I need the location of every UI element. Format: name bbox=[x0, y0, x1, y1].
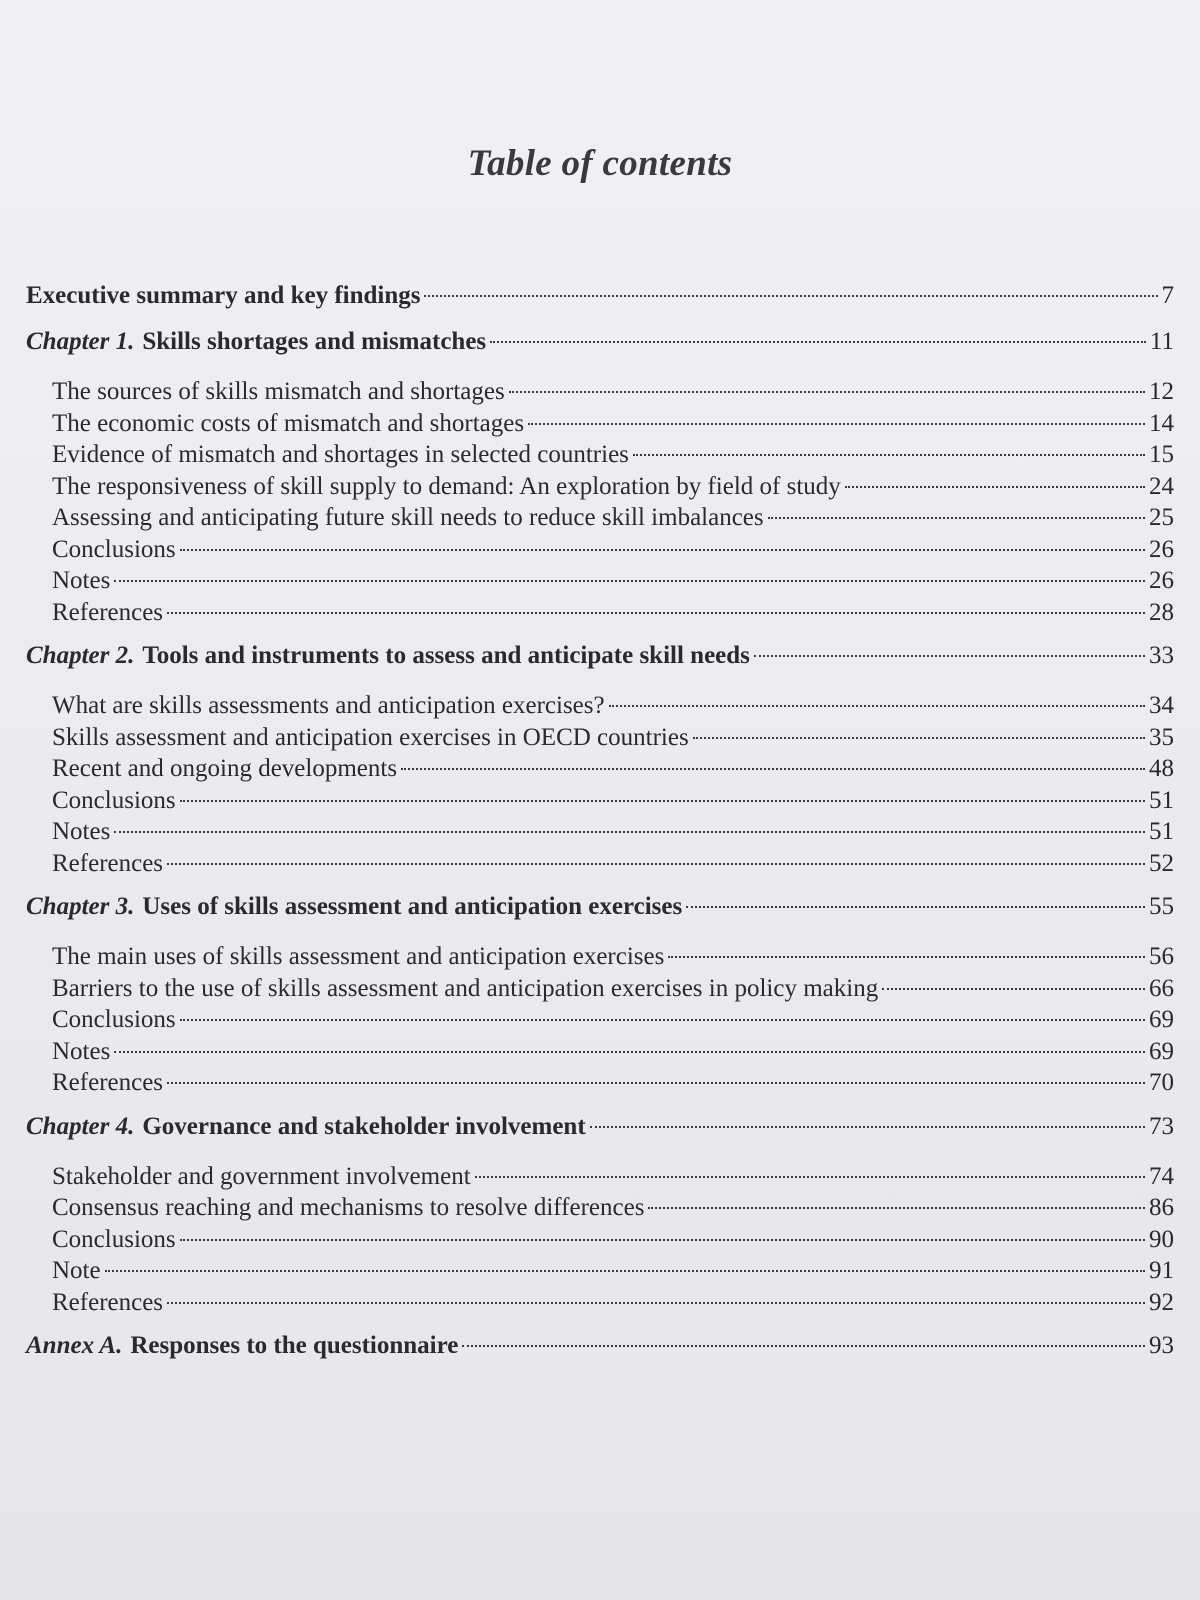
dot-leader bbox=[490, 316, 1146, 343]
dot-leader bbox=[167, 587, 1145, 614]
toc-entry-label: Conclusions bbox=[52, 535, 176, 563]
dot-leader bbox=[693, 712, 1145, 739]
toc-page-number: 69 bbox=[1149, 1037, 1174, 1065]
toc-page-number: 56 bbox=[1149, 943, 1174, 970]
toc-page-number: 73 bbox=[1149, 1112, 1174, 1140]
toc-entry-title bbox=[52, 567, 110, 595]
toc-page-number: 24 bbox=[1149, 472, 1174, 500]
toc-section-entry bbox=[26, 1283, 1174, 1315]
toc-chapter-entry bbox=[26, 887, 1174, 933]
toc-chapter-number: Chapter 3. bbox=[26, 893, 135, 920]
toc-entry-label: Consensus reaching and mechanisms to resolve differences bbox=[52, 1194, 645, 1221]
toc-page-number: 52 bbox=[1149, 849, 1174, 877]
dot-leader bbox=[475, 1151, 1145, 1178]
toc-page-number: 51 bbox=[1149, 786, 1174, 814]
dot-leader bbox=[424, 270, 1157, 297]
toc-chapter-entry bbox=[26, 1326, 1174, 1372]
toc-entry-label: References bbox=[52, 1288, 164, 1316]
toc-chapter-entry bbox=[26, 322, 1174, 368]
toc-page-number: 90 bbox=[1149, 1225, 1174, 1253]
dot-leader bbox=[648, 1182, 1145, 1209]
dot-leader bbox=[105, 1245, 1145, 1272]
dot-leader bbox=[633, 429, 1145, 456]
toc-entry-label: The responsiveness of skill supply to demand: An exploration by field of study bbox=[52, 472, 841, 500]
dot-leader bbox=[668, 931, 1145, 958]
toc-page-number: 26 bbox=[1149, 567, 1174, 594]
toc-entry-title bbox=[26, 1332, 458, 1360]
toc-entry-title bbox=[52, 1257, 101, 1285]
toc-page-number: 34 bbox=[1149, 692, 1174, 719]
toc-entry-label: Conclusions bbox=[52, 1225, 176, 1253]
toc-page-number: 55 bbox=[1149, 893, 1174, 920]
toc-entry-title bbox=[52, 473, 841, 501]
toc-entry-title bbox=[52, 410, 524, 438]
dot-leader bbox=[401, 743, 1145, 770]
toc-entry-label: The sources of skills mismatch and shortages bbox=[52, 378, 505, 405]
toc-page-number: 69 bbox=[1149, 1006, 1174, 1033]
toc-page-number: 48 bbox=[1149, 755, 1174, 782]
toc-page-number: 15 bbox=[1149, 441, 1174, 468]
toc-entry-title bbox=[52, 1038, 110, 1066]
toc-chapter-number: Chapter 2. bbox=[26, 642, 135, 669]
dot-leader bbox=[882, 963, 1145, 990]
toc-entry-title bbox=[52, 943, 664, 971]
toc-entry-label: Notes bbox=[52, 567, 111, 594]
table-of-contents bbox=[26, 276, 1174, 1372]
toc-entry-title bbox=[52, 692, 605, 720]
toc-entry-label: The main uses of skills assessment and anticipation exercises bbox=[52, 943, 665, 970]
toc-entry-title bbox=[52, 1289, 163, 1317]
toc-chapter-number: Chapter 1. bbox=[26, 328, 135, 355]
toc-page-number: 51 bbox=[1149, 818, 1174, 845]
toc-entry-label: References bbox=[52, 1069, 164, 1096]
dot-leader bbox=[114, 806, 1145, 833]
dot-leader bbox=[754, 630, 1145, 657]
toc-entry-title bbox=[52, 818, 110, 846]
dot-leader bbox=[180, 524, 1145, 551]
dot-leader bbox=[686, 881, 1145, 908]
toc-section-entry bbox=[26, 593, 1174, 625]
dot-leader bbox=[845, 461, 1145, 488]
dot-leader bbox=[114, 1026, 1145, 1053]
toc-entry-label: Skills assessment and anticipation exercises in OECD countries bbox=[52, 723, 689, 751]
toc-page-number: 25 bbox=[1149, 504, 1174, 531]
toc-entry-title bbox=[26, 1113, 586, 1141]
toc-entry-title bbox=[52, 378, 505, 406]
toc-entry-label: Skills shortages and mismatches bbox=[142, 328, 487, 355]
dot-leader bbox=[509, 366, 1145, 393]
toc-entry-label: Notes bbox=[52, 818, 111, 845]
toc-entry-label: Evidence of mismatch and shortages in selected countries bbox=[52, 441, 629, 468]
toc-page-number: 11 bbox=[1149, 328, 1174, 355]
dot-leader bbox=[609, 680, 1145, 707]
toc-page-number: 35 bbox=[1149, 723, 1174, 751]
toc-chapter-number: Annex A. bbox=[26, 1332, 123, 1359]
toc-entry-label: Governance and stakeholder involvement bbox=[142, 1112, 586, 1140]
toc-section-entry bbox=[26, 1063, 1174, 1095]
toc-entry-label: References bbox=[52, 598, 164, 626]
toc-page-number: 14 bbox=[1149, 409, 1174, 437]
toc-page-number: 86 bbox=[1149, 1194, 1174, 1221]
toc-page-number: 26 bbox=[1149, 535, 1174, 563]
dot-leader bbox=[528, 398, 1145, 425]
toc-entry-label: Notes bbox=[52, 1037, 111, 1065]
toc-entry-label: Tools and instruments to assess and anticipate skill needs bbox=[142, 642, 750, 669]
toc-entry-title bbox=[26, 282, 420, 310]
dot-leader bbox=[768, 492, 1145, 519]
toc-page-number: 74 bbox=[1149, 1162, 1174, 1190]
toc-entry-label: Stakeholder and government involvement bbox=[52, 1162, 471, 1190]
dot-leader bbox=[114, 555, 1145, 582]
dot-leader bbox=[180, 1214, 1145, 1241]
toc-page-number: 12 bbox=[1149, 378, 1174, 405]
toc-page-number: 92 bbox=[1149, 1288, 1174, 1316]
toc-entry-label: Note bbox=[52, 1257, 101, 1284]
toc-entry-title bbox=[52, 850, 163, 878]
toc-page-number: 93 bbox=[1149, 1332, 1174, 1359]
toc-entry-label: The economic costs of mismatch and shortages bbox=[52, 409, 525, 437]
dot-leader bbox=[180, 775, 1145, 802]
toc-page-number: 70 bbox=[1149, 1069, 1174, 1096]
toc-page-number: 66 bbox=[1149, 974, 1174, 1002]
toc-entry-label: Barriers to the use of skills assessment and anticipation exercises in policy making bbox=[52, 974, 879, 1002]
toc-page-number: 7 bbox=[1161, 282, 1174, 309]
page-title: Table of contents bbox=[467, 143, 733, 184]
dot-leader bbox=[167, 1277, 1145, 1304]
toc-entry-label: Executive summary and key findings bbox=[26, 282, 421, 309]
toc-page-number: 91 bbox=[1149, 1257, 1174, 1284]
toc-entry-title bbox=[52, 1069, 163, 1097]
dot-leader bbox=[462, 1320, 1145, 1347]
toc-entry-title bbox=[26, 642, 750, 670]
toc-chapter-entry bbox=[26, 636, 1174, 682]
toc-entry-title bbox=[26, 328, 486, 356]
toc-chapter-number: Chapter 4. bbox=[26, 1112, 135, 1140]
toc-entry-label: References bbox=[52, 849, 164, 877]
toc-section-entry bbox=[26, 844, 1174, 876]
dot-leader bbox=[167, 1057, 1145, 1084]
toc-entry-label: Uses of skills assessment and anticipation exercises bbox=[142, 893, 683, 920]
toc-entry-title bbox=[26, 893, 682, 921]
toc-entry-label: Responses to the questionnaire bbox=[130, 1332, 459, 1359]
toc-entry-label: Conclusions bbox=[52, 786, 176, 814]
toc-page-number: 33 bbox=[1149, 642, 1174, 669]
toc-page-number: 28 bbox=[1149, 598, 1174, 626]
dot-leader bbox=[590, 1101, 1145, 1128]
toc-chapter-entry bbox=[26, 1107, 1174, 1153]
toc-entry-title bbox=[52, 1163, 471, 1191]
dot-leader bbox=[167, 838, 1145, 865]
dot-leader bbox=[180, 994, 1145, 1021]
toc-entry-label: Conclusions bbox=[52, 1006, 176, 1033]
toc-entry-title bbox=[52, 599, 163, 627]
toc-entry-label: What are skills assessments and anticipation exercises? bbox=[52, 692, 605, 719]
toc-entry-label: Assessing and anticipating future skill needs to reduce skill imbalances bbox=[52, 504, 764, 531]
toc-entry-title bbox=[52, 441, 629, 469]
toc-entry-label: Recent and ongoing developments bbox=[52, 755, 398, 782]
